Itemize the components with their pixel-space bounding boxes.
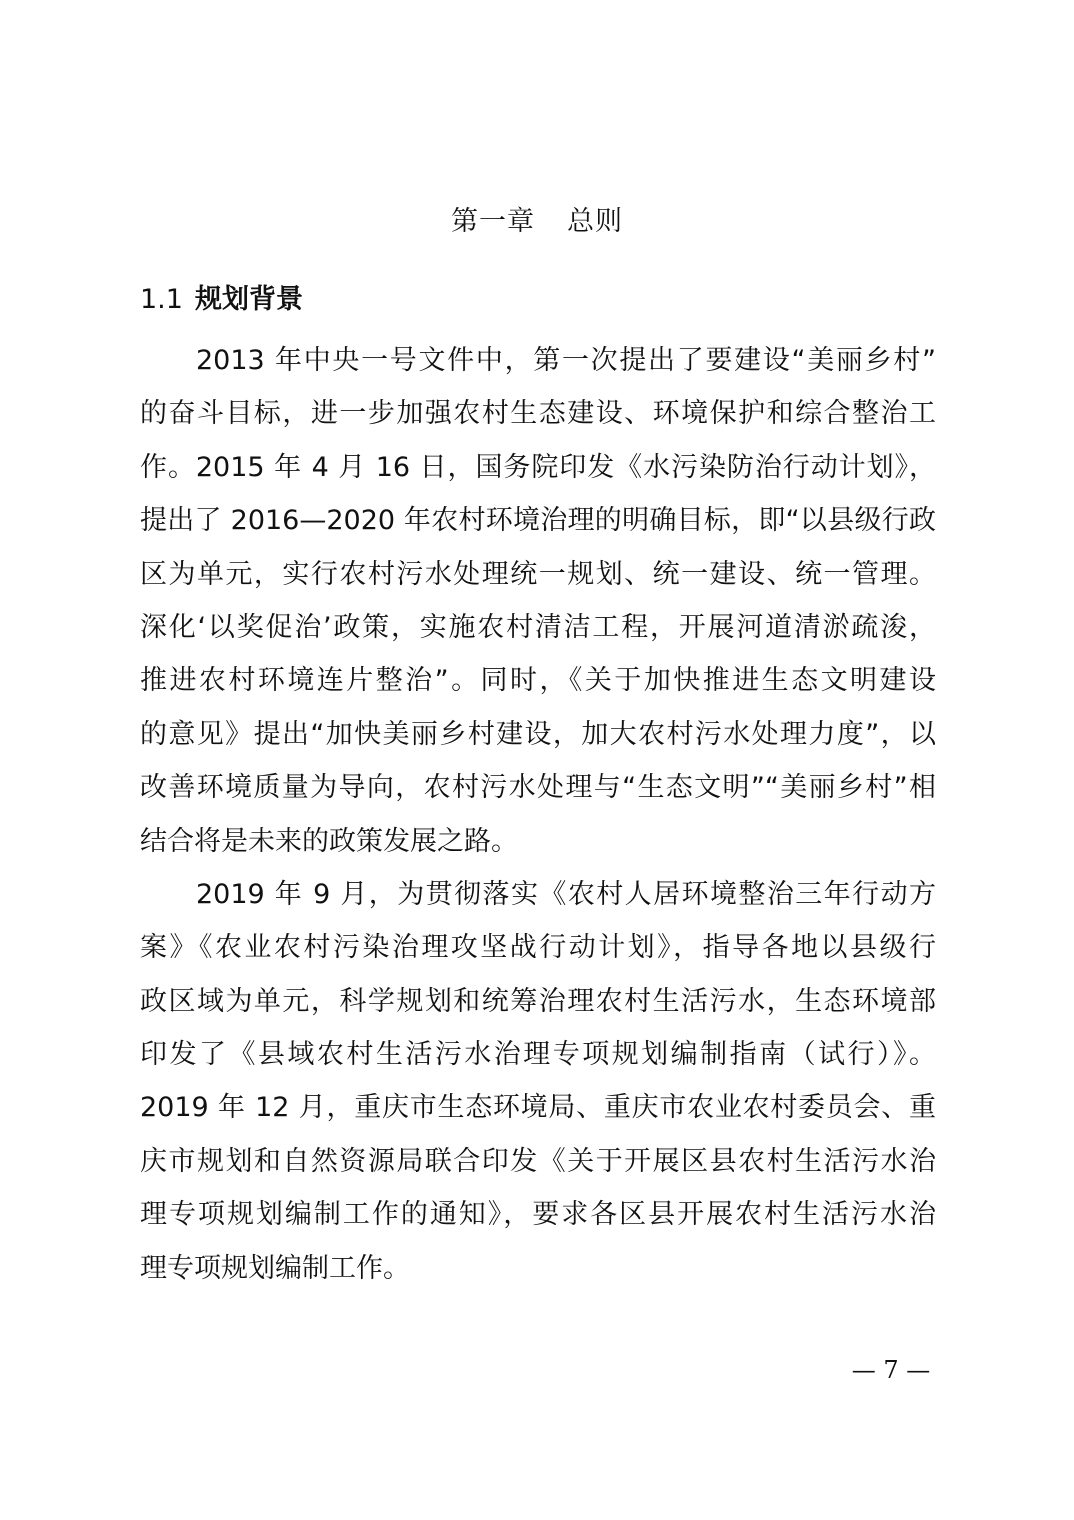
- paragraph-line: 案》《农业农村污染治理攻坚战行动计划》，指导各地以县级行: [140, 932, 936, 964]
- paragraph-policy-background: [140, 334, 936, 868]
- paragraph-line: 2019 年 9 月，为贯彻落实《农村人居环境整治三年行动方: [196, 878, 936, 910]
- body-text: [140, 334, 936, 1295]
- paragraph-line: 结合将是未来的政策发展之路。: [140, 825, 518, 857]
- page-number: — 7 —: [851, 1356, 931, 1384]
- paragraph-line: 理专项规划编制工作。: [140, 1252, 410, 1284]
- paragraph-line: 区为单元，实行农村污水处理统一规划、统一建设、统一管理。: [140, 558, 936, 590]
- paragraph-line: 庆市规划和自然资源局联合印发《关于开展区县农村生活污水治: [140, 1145, 936, 1177]
- paragraph-line: 的意见》提出“加快美丽乡村建设，加大农村污水处理力度”，以: [140, 718, 936, 750]
- paragraph-line: 改善环境质量为导向，农村污水处理与“生态文明”“美丽乡村”相: [140, 772, 936, 804]
- paragraph-line: 2013 年中央一号文件中，第一次提出了要建设“美丽乡村”: [196, 345, 936, 376]
- section-title: 规划背景: [194, 284, 303, 315]
- paragraph-line: 深化‘以奖促治’政策，实施农村清洁工程，开展河道清淤疏浚，: [140, 611, 936, 643]
- paragraph-line: 提出了 2016—2020 年农村环境治理的明确目标，即“以县级行政: [140, 505, 936, 537]
- paragraph-planning-guidance: [140, 868, 936, 1295]
- paragraph-line: 推进农村环境连片整治”。同时，《关于加快推进生态文明建设: [140, 665, 936, 697]
- paragraph-line: 的奋斗目标，进一步加强农村生态建设、环境保护和综合整治工: [140, 398, 936, 430]
- paragraph-line: 政区域为单元，科学规划和统筹治理农村生活污水，生态环境部: [140, 985, 936, 1017]
- paragraph-line: 理专项规划编制工作的通知》，要求各区县开展农村生活污水治: [140, 1199, 936, 1231]
- chapter-title-text: 总则: [567, 206, 623, 237]
- section-heading: [140, 278, 303, 322]
- paragraph-line: 作。2015 年 4 月 16 日，国务院印发《水污染防治行动计划》，: [140, 451, 936, 483]
- chapter-title: [0, 200, 1074, 244]
- paragraph-line: 2019 年 12 月，重庆市生态环境局、重庆市农业农村委员会、重: [140, 1092, 936, 1124]
- paragraph-line: 印发了《县域农村生活污水治理专项规划编制指南（试行）》。: [140, 1039, 936, 1071]
- section-number: 1.1: [140, 284, 183, 315]
- chapter-number-label: 第一章: [451, 206, 535, 237]
